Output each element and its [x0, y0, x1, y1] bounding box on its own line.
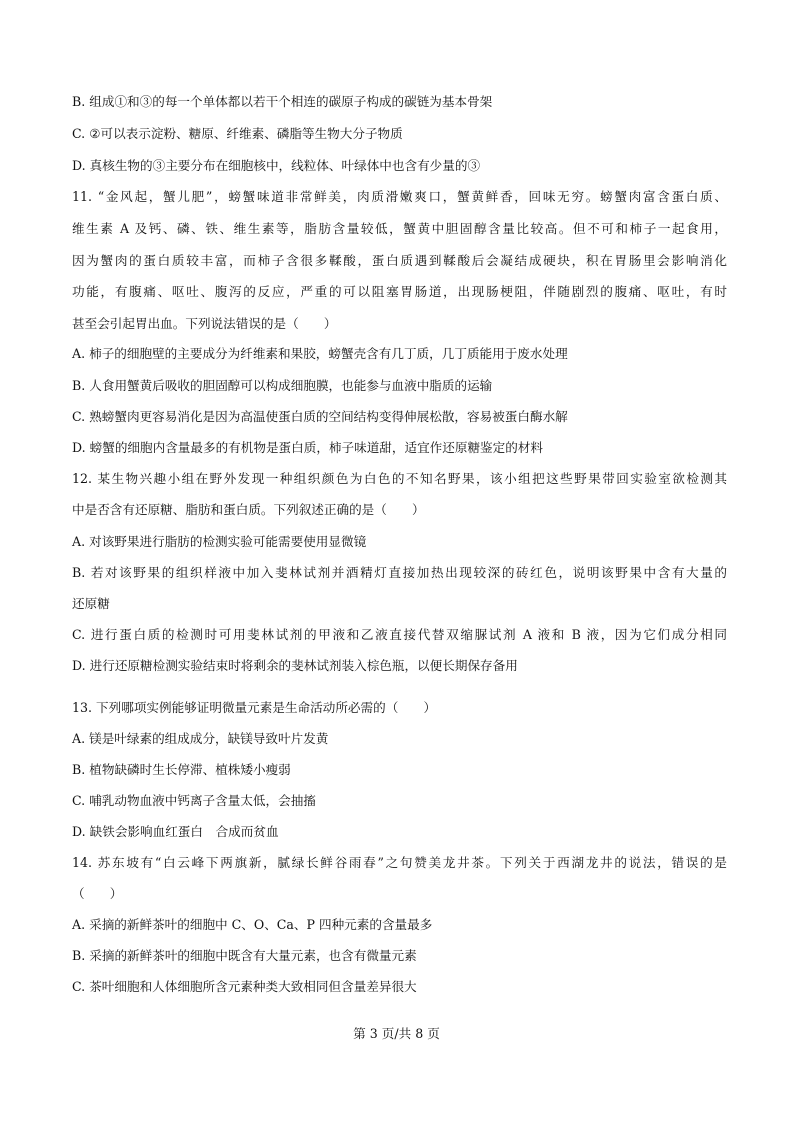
q11-stem-line-4: 功能，有腹痛、呕吐、腹泻的反应，严重的可以阻塞胃肠道，出现肠梗阻，伴随剧烈的腹痛、呕吐，有时	[72, 284, 727, 299]
q11-stem-line-5: 甚至会引起胃出血。下列说法错误的是（ ）	[72, 316, 337, 331]
q13-option-a: A. 镁是叶绿素的组成成分，缺镁导致叶片发黄	[72, 731, 329, 746]
q10-option-d: D. 真核生物的③主要分布在细胞核中，线粒体、叶绿体中也含有少量的③	[72, 158, 481, 173]
q10-option-c: C. ②可以表示淀粉、糖原、纤维素、磷脂等生物大分子物质	[72, 126, 403, 141]
q12-option-a: A. 对该野果进行脂肪的检测实验可能需要使用显微镜	[72, 534, 367, 549]
q14-option-b: B. 采摘的新鲜茶叶的细胞中既含有大量元素，也含有微量元素	[72, 948, 417, 963]
page-number-footer: 第 3 页/共 8 页	[353, 1026, 440, 1041]
q12-stem-line-1: 12. 某生物兴趣小组在野外发现一种组织颜色为白色的不知名野果，该小组把这些野果带回实验室欲检测其	[72, 471, 727, 486]
q14-option-c: C. 茶叶细胞和人体细胞所含元素种类大致相同但含量差异很大	[72, 979, 417, 994]
q13-option-c: C. 哺乳动物血液中钙离子含量太低，会抽搐	[72, 793, 316, 808]
q11-option-d: D. 螃蟹的细胞内含量最多的有机物是蛋白质，柿子味道甜，适宜作还原糖鉴定的材料	[72, 440, 544, 455]
q11-stem-line-2: 维生素 A 及钙、磷、铁、维生素等，脂肪含量较低，蟹黄中胆固醇含量比较高。但不可和柿子一起食用，	[72, 221, 727, 236]
q10-option-b: B. 组成①和③的每一个单体都以若干个相连的碳原子构成的碳链为基本骨架	[72, 94, 493, 109]
q11-stem-line-3: 因为蟹肉的蛋白质较丰富，而柿子含很多鞣酸，蛋白质遇到鞣酸后会凝结成硬块，积在胃肠里会影响消化	[72, 253, 727, 268]
q13-option-d: D. 缺铁会影响血红蛋白 合成而贫血	[72, 824, 279, 839]
q11-option-a: A. 柿子的细胞壁的主要成分为纤维素和果胶，螃蟹壳含有几丁质，几丁质能用于废水处理	[72, 346, 568, 361]
q14-stem-line-1: 14. 苏东坡有“白云峰下两旗新，腻绿长鲜谷雨春”之句赞美龙井茶。下列关于西湖龙井的说法，错误的是	[72, 855, 727, 870]
q12-option-b-line-1: B. 若对该野果的组织样液中加入斐林试剂并酒精灯直接加热出现较深的砖红色，说明该野果中含有大量的	[72, 565, 727, 580]
q14-stem-line-2: （ ）	[72, 886, 123, 901]
q12-option-d: D. 进行还原糖检测实验结束时将剩余的斐林试剂装入棕色瓶，以便长期保存备用	[72, 658, 518, 673]
q12-option-b-line-2: 还原糖	[72, 596, 110, 611]
q12-option-c: C. 进行蛋白质的检测时可用斐林试剂的甲液和乙液直接代替双缩脲试剂 A 液和 B 液，因为它们成分相同	[72, 627, 727, 642]
q11-option-b: B. 人食用蟹黄后吸收的胆固醇可以构成细胞膜，也能参与血液中脂质的运输	[72, 378, 493, 393]
q11-stem-line-1: 11. “金风起，蟹儿肥”，螃蟹味道非常鲜美，肉质滑嫩爽口，蟹黄鲜香，回味无穷。螃蟹肉富含蛋白质、	[72, 189, 727, 204]
q12-stem-line-2: 中是否含有还原糖、脂肪和蛋白质。下列叙述正确的是（ ）	[72, 502, 425, 517]
q11-option-c: C. 熟螃蟹肉更容易消化是因为高温使蛋白质的空间结构变得伸展松散，容易被蛋白酶水解	[72, 409, 568, 424]
q14-option-a: A. 采摘的新鲜茶叶的细胞中 C、O、Ca、P 四种元素的含量最多	[72, 917, 433, 932]
q13-option-b: B. 植物缺磷时生长停滞、植株矮小瘦弱	[72, 762, 291, 777]
q13-stem: 13. 下列哪项实例能够证明微量元素是生命活动所必需的（ ）	[72, 700, 437, 715]
